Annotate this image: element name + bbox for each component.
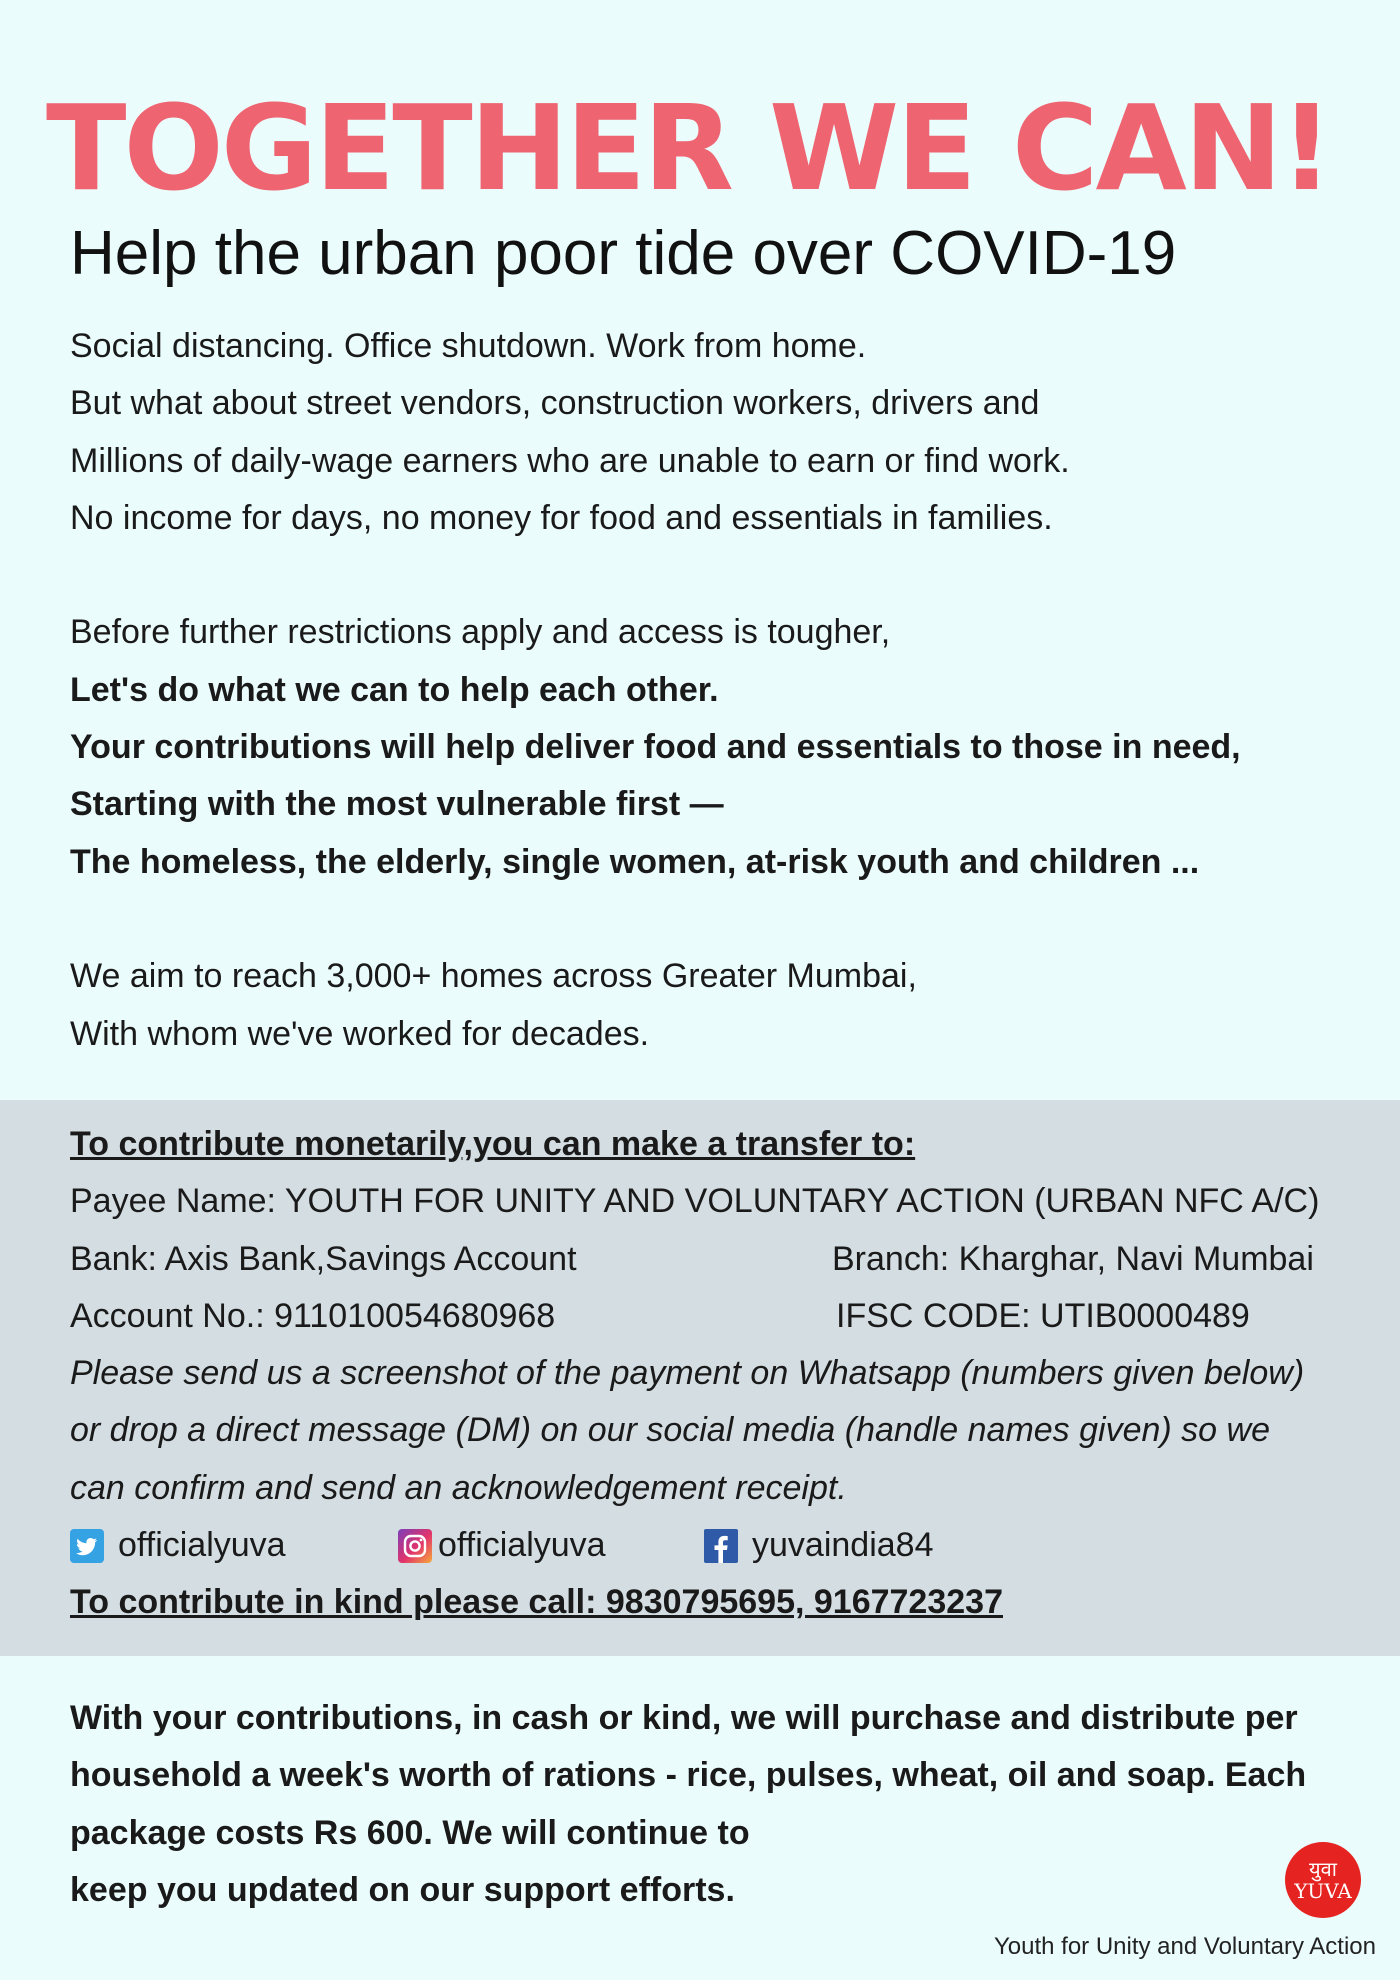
- closing-text: [70, 1690, 1390, 1919]
- twitter-icon: [70, 1529, 104, 1563]
- appeal-bold-line: Starting with the most vulnerable first —: [70, 785, 724, 824]
- appeal-bold-line: Your contributions will help deliver food and essentials to those in need,: [70, 728, 1241, 767]
- intro-line: Millions of daily-wage earners who are unable to earn or find work.: [70, 441, 1070, 480]
- intro-line: Social distancing. Office shutdown. Work from home.: [70, 327, 867, 365]
- social-handles: [70, 1517, 1390, 1574]
- appeal-bold-line: Let's do what we can to help each other.: [70, 670, 719, 709]
- spacer: [70, 547, 1380, 604]
- footer-org-name: Youth for Unity and Voluntary Action: [993, 1933, 1376, 1960]
- headline: TOGETHER WE CAN!: [46, 79, 1331, 217]
- closing-line: package costs Rs 600. We will continue to: [70, 1813, 750, 1852]
- facebook-handle[interactable]: [704, 1517, 933, 1574]
- payment-note-line: can confirm and send an acknowledgement receipt.: [70, 1468, 847, 1507]
- twitter-handle[interactable]: [70, 1517, 398, 1574]
- account-number: Account No.: 911010054680968: [70, 1296, 556, 1335]
- payment-note-line: or drop a direct message (DM) on our social media (handle names given) so we: [70, 1411, 1270, 1450]
- branch-name: Branch: Kharghar, Navi Mumbai: [832, 1239, 1314, 1278]
- intro-text: [70, 318, 1380, 1063]
- bank-row: [70, 1231, 1390, 1288]
- in-kind-contact[interactable]: To contribute in kind please call: 9830795695, 9167723237: [70, 1583, 1003, 1622]
- aim-line: We aim to reach 3,000+ homes across Greater Mumbai,: [70, 957, 917, 996]
- facebook-icon: [704, 1529, 738, 1563]
- payment-details: [70, 1116, 1390, 1632]
- twitter-handle-text: officialyuva: [118, 1526, 286, 1565]
- instagram-handle[interactable]: [398, 1517, 704, 1574]
- appeal-line: Before further restrictions apply and access is tougher,: [70, 613, 891, 652]
- instagram-icon: [398, 1529, 432, 1563]
- yuva-logo: [1285, 1842, 1361, 1918]
- payment-heading: To contribute monetarily,you can make a transfer to:: [70, 1125, 916, 1163]
- payment-note-line: Please send us a screenshot of the payment on Whatsapp (numbers given below): [70, 1354, 1305, 1393]
- subheadline: Help the urban poor tide over COVID-19: [70, 219, 1177, 288]
- closing-line: household a week's worth of rations - rice, pulses, wheat, oil and soap. Each: [70, 1756, 1307, 1795]
- logo-text: युवा YUVA: [1294, 1857, 1352, 1903]
- instagram-handle-text: officialyuva: [438, 1526, 606, 1565]
- closing-line: With your contributions, in cash or kind, we will purchase and distribute per: [70, 1699, 1298, 1737]
- spacer: [70, 891, 1380, 948]
- intro-line: No income for days, no money for food and essentials in families.: [70, 498, 1053, 537]
- account-row: [70, 1288, 1390, 1345]
- payee-name: Payee Name: YOUTH FOR UNITY AND VOLUNTARY ACTION (URBAN NFC A/C): [70, 1182, 1320, 1221]
- aim-line: With whom we've worked for decades.: [70, 1014, 650, 1053]
- intro-line: But what about street vendors, construction workers, drivers and: [70, 384, 1040, 423]
- closing-line: keep you updated on our support efforts.: [70, 1870, 735, 1909]
- appeal-bold-line: The homeless, the elderly, single women, at-risk youth and children ...: [70, 842, 1200, 881]
- bank-name: Bank: Axis Bank,Savings Account: [70, 1239, 577, 1278]
- facebook-handle-text: yuvaindia84: [752, 1526, 934, 1565]
- ifsc-code: IFSC CODE: UTIB0000489: [836, 1296, 1250, 1335]
